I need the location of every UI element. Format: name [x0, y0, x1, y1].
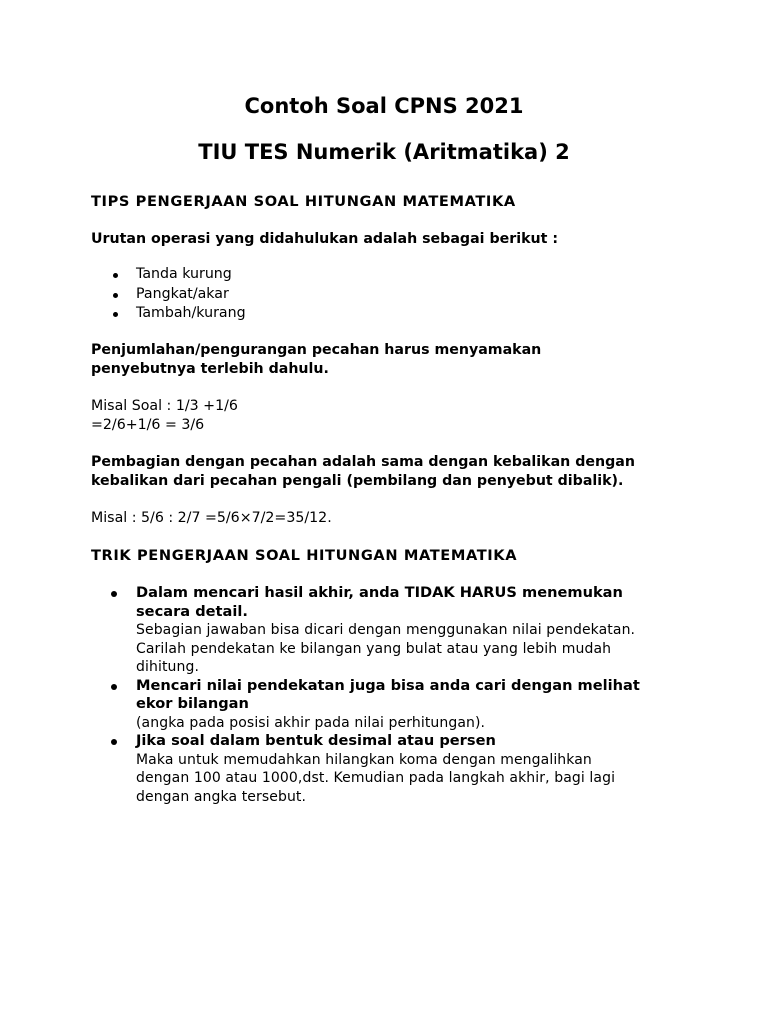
list-item-label: Pangkat/akar [136, 285, 229, 302]
list-item-label: Tambah/kurang [136, 305, 246, 321]
list-item [91, 732, 691, 806]
trick-description-line: Sebagian jawaban bisa dicari dengan menggunakan nilai pendekatan. [136, 622, 636, 638]
trick-heading [136, 584, 691, 621]
tips-heading: TIPS PENGERJAAN SOAL HITUNGAN MATEMATIKA [91, 193, 516, 210]
trick-description-line: dengan angka tersebut. [136, 788, 307, 805]
document-subtitle: TIU TES Numerik (Aritmatika) 2 [198, 140, 570, 164]
trick-description-line: dihitung. [136, 659, 200, 675]
list-item [91, 285, 246, 305]
trick-description [136, 751, 691, 807]
trick-heading [136, 732, 691, 751]
trick-heading-line: secara detail. [136, 602, 248, 620]
division-rule-line: kebalikan dari pecahan pengali (pembilang dan penyebut dibalik). [91, 473, 624, 489]
example-2: Misal : 5/6 : 2/7 =5/6×7/2=35/12. [91, 510, 332, 526]
fraction-rule-line: Penjumlahan/pengurangan pecahan harus menyamakan [91, 342, 542, 358]
example-line: Misal Soal : 1/3 +1/6 [91, 398, 238, 414]
document-title: Contoh Soal CPNS 2021 [244, 94, 524, 118]
bullet-icon [111, 684, 117, 690]
fraction-rule-line: penyebutnya terlebih dahulu. [91, 361, 329, 377]
trick-description-line: dengan 100 atau 1000,dst. Kemudian pada langkah akhir, bagi lagi [136, 770, 616, 786]
trick-heading-line: Dalam mencari hasil akhir, anda TIDAK HARUS menemukan [136, 584, 623, 601]
trick-heading-line: ekor bilangan [136, 695, 249, 712]
bullet-icon [111, 739, 117, 745]
trick-description-line: Maka untuk memudahkan hilangkan koma dengan mengalihkan [136, 751, 592, 768]
tricks-list [91, 584, 691, 806]
trick-description-line: (angka pada posisi akhir pada nilai perhitungan). [136, 714, 486, 731]
trick-heading [136, 677, 691, 714]
trick-heading-line: Jika soal dalam bentuk desimal atau persen [136, 732, 496, 749]
order-intro: Urutan operasi yang didahulukan adalah sebagai berikut : [91, 231, 559, 247]
trick-description [136, 714, 691, 733]
division-rule-line: Pembagian dengan pecahan adalah sama dengan kebalikan dengan [91, 454, 635, 470]
order-list [91, 265, 246, 324]
trick-heading-line: Mencari nilai pendekatan juga bisa anda cari dengan melihat [136, 676, 640, 694]
list-item-label: Tanda kurung [136, 266, 232, 282]
bullet-icon [113, 273, 118, 278]
bullet-icon [113, 293, 118, 298]
list-item [91, 677, 691, 733]
list-item [91, 304, 246, 324]
list-item [91, 584, 691, 677]
list-item [91, 265, 246, 285]
bullet-icon [111, 591, 117, 597]
tricks-heading: TRIK PENGERJAAN SOAL HITUNGAN MATEMATIKA [91, 547, 518, 564]
example-1 [91, 397, 691, 435]
bullet-icon [113, 312, 118, 317]
trick-description [136, 621, 691, 677]
trick-description-line: Carilah pendekatan ke bilangan yang bulat atau yang lebih mudah [136, 640, 612, 657]
division-rule [91, 453, 691, 491]
fraction-rule [91, 341, 691, 379]
example-line: =2/6+1/6 = 3/6 [91, 417, 205, 433]
